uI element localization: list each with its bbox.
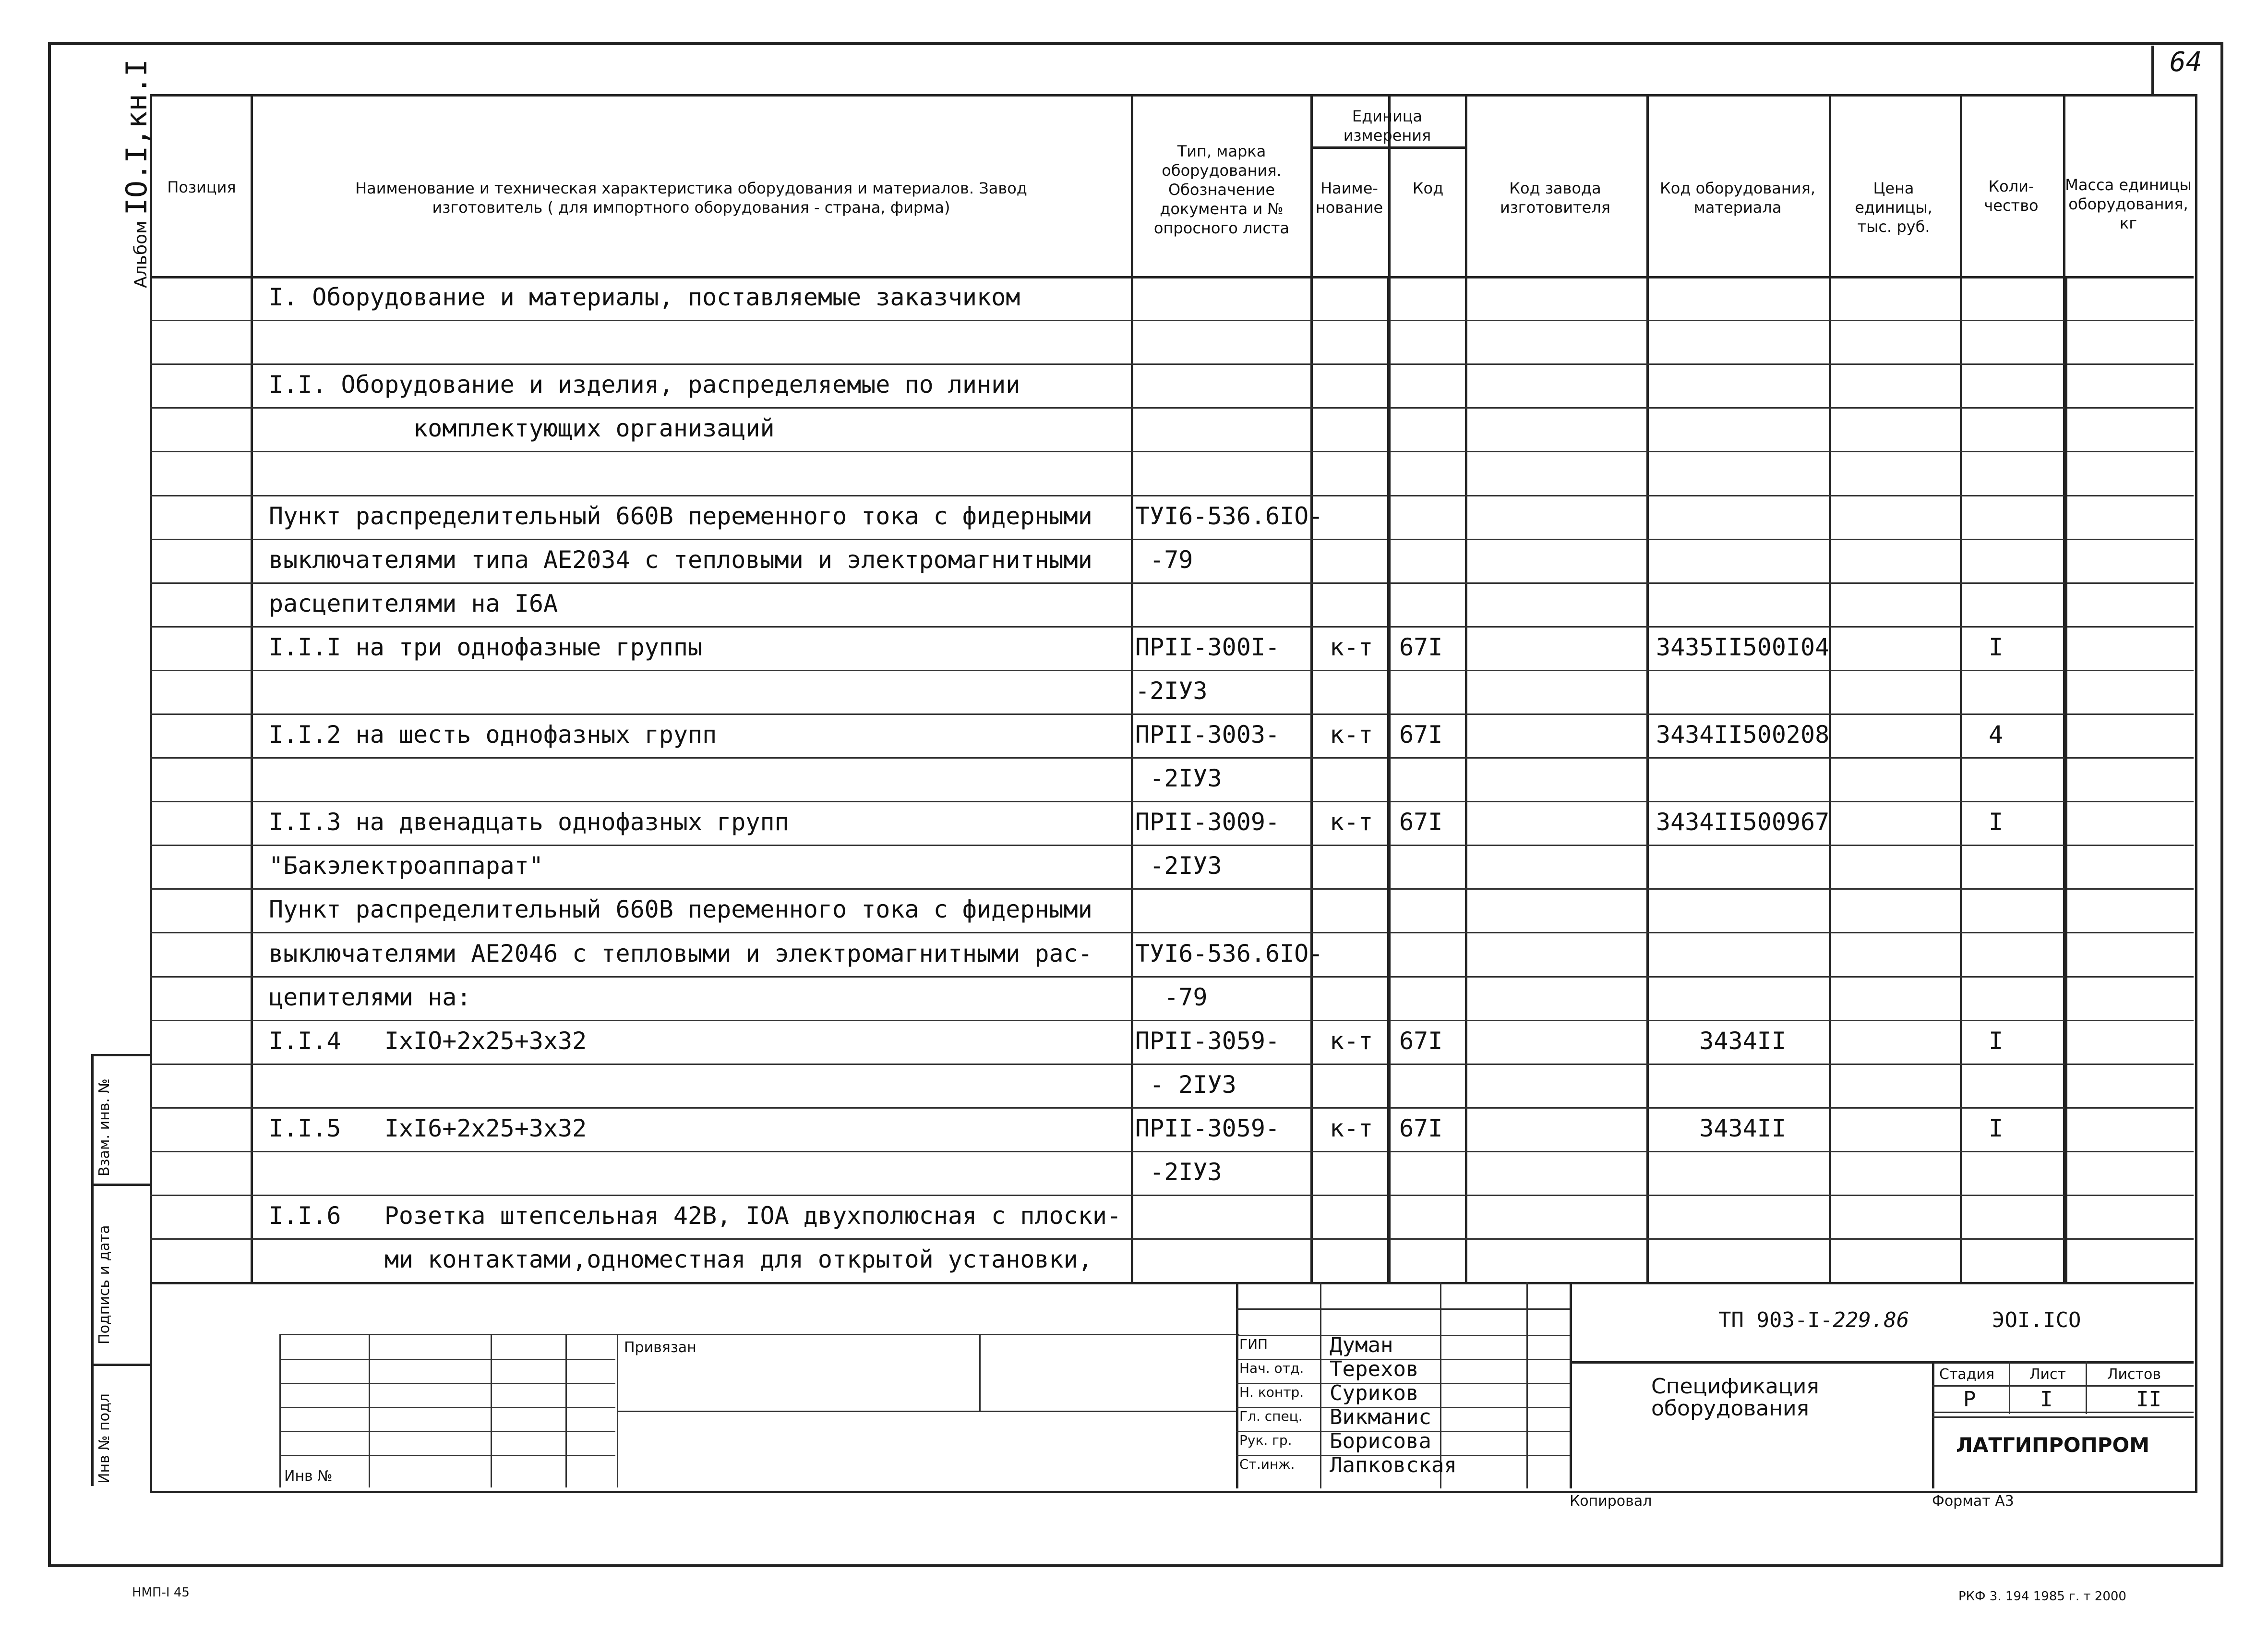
cell-name: расцепителями на I6А [269,590,558,617]
inv-no-label: Инв № [284,1468,333,1485]
cell-name: комплектующих организаций [269,414,775,442]
doc-code: ТП 903-I-229.86 [1718,1308,1909,1332]
cell-name: I. Оборудование и материалы, поставляемые заказчиком [269,283,1020,311]
cell-eqcode: 3435II500I04 [1656,633,1830,661]
cell-type: ПРII-3003- [1135,721,1280,749]
role-label: Ст.инж. [1239,1456,1295,1472]
page-number: 64 [2170,47,2202,78]
cell-eqcode: 3434II [1656,1027,1786,1055]
header-unit-name: Наиме- нование [1315,179,1383,217]
cell-unit: к-т [1330,721,1373,749]
cell-code: 67I [1399,1027,1443,1055]
role-name: Суриков [1330,1381,1419,1405]
cell-type: -2IУ3 [1135,677,1208,705]
album-label: Альбом IO.I,кн.I [120,59,154,288]
cell-name: I.I.3 на двенадцать однофазных групп [269,808,789,836]
cell-unit: к-т [1330,1114,1373,1142]
cell-unit: к-т [1330,1027,1373,1055]
cell-name: I.I.4 IxIO+2x25+3x32 [269,1027,587,1055]
cell-qty: I [1989,808,2004,836]
cell-name: I.I.5 IxI6+2x25+3x32 [269,1114,587,1142]
header-mass: Масса единицы оборудования, кг [2065,176,2192,232]
cell-type: - 2IУ3 [1135,1071,1236,1099]
sheet-code: ЭОI.ICO [1992,1308,2081,1332]
cell-name: Пункт распределительный 660В переменного тока с фидерными [269,502,1092,530]
cell-type: ПРII-3009- [1135,808,1280,836]
sheets-label: Листов [2107,1366,2161,1383]
header-unit-code: Код [1412,179,1444,197]
cell-type: -2IУ3 [1135,1158,1222,1186]
cell-name: I.I.2 на шесть однофазных групп [269,721,717,749]
cell-type: ТУI6-536.6IO- [1135,940,1323,967]
cell-type: -79 [1135,983,1208,1011]
role-label: Н. контр. [1239,1384,1304,1400]
cell-name: "Бакэлектроаппарат" [269,852,543,880]
cell-unit: к-т [1330,633,1373,661]
cell-name: ми контактами,одноместная для открытой установки, [269,1245,1092,1273]
role-name: Терехов [1330,1357,1419,1381]
organization: ЛАТГИПРОПРОМ [1956,1433,2150,1457]
cell-type: ТУI6-536.6IO- [1135,502,1323,530]
stamp-podpis: Подпись и дата [96,1225,113,1344]
cell-qty: I [1989,633,2004,661]
cell-qty: I [1989,1027,2004,1055]
role-name: Думан [1330,1333,1393,1357]
format-label: Формат А3 [1932,1493,2014,1510]
cell-name: Пункт распределительный 660В переменного тока с фидерными [269,895,1092,923]
cell-name: I.I. Оборудование и изделия, распределяемые по линии [269,371,1020,399]
cell-type: -2IУ3 [1135,852,1222,880]
role-label: Рук. гр. [1239,1432,1292,1448]
header-price: Цена единицы, тыс. руб. [1855,179,1932,236]
stamp-inv: Инв № подл [96,1393,113,1484]
cell-name: I.I.6 Розетка штепсельная 42В, IOА двухполюсная с плоски- [269,1202,1122,1230]
cell-type: -2IУ3 [1135,764,1222,792]
header-factory-code: Код завода изготовителя [1500,179,1611,217]
cell-type: ПРII-300I- [1135,633,1280,661]
sheet-label: Лист [2029,1366,2066,1383]
stamp-vzam: Взам. инв. № [96,1078,113,1176]
header-unit: Единица измерения [1343,107,1431,145]
cell-eqcode: 3434II500208 [1656,721,1830,749]
header-type: Тип, марка оборудования. Обозначение документа и № опросного листа [1153,142,1290,237]
cell-qty: 4 [1989,721,2004,749]
cell-code: 67I [1399,633,1443,661]
header-equipment-code: Код оборудования, материала [1659,179,1816,217]
role-name: Борисова [1330,1429,1431,1453]
sheets-value: II [2136,1387,2161,1412]
cell-eqcode: 3434II [1656,1114,1786,1142]
cell-type: ПРII-3059- [1135,1027,1280,1055]
role-label: Нач. отд. [1239,1360,1304,1376]
cell-type: -79 [1135,546,1193,574]
doc-title: Спецификация оборудования [1651,1374,1819,1421]
footer-right: РКФ 3. 194 1985 г. т 2000 [1958,1589,2126,1604]
cell-qty: I [1989,1114,2004,1142]
cell-code: 67I [1399,721,1443,749]
cell-code: 67I [1399,808,1443,836]
cell-name: выключателями АЕ2046 с тепловыми и электромагнитными рас- [269,940,1092,967]
sheet-value: I [2040,1387,2053,1412]
cell-unit: к-т [1330,808,1373,836]
header-name: Наименование и техническая характеристика оборудования и материалов. Завод изготовитель ( для импортного оборудования - страна, фирма) [355,179,1027,217]
role-name: Викманис [1330,1405,1431,1429]
cell-type: ПРII-3059- [1135,1114,1280,1142]
cell-name: цепителями на: [269,983,471,1011]
stage-value: Р [1963,1387,1976,1412]
role-label: Гл. спец. [1239,1408,1303,1424]
role-name: Лапковская [1330,1453,1457,1477]
header-quantity: Коли- чество [1984,177,2039,215]
stage-label: Стадия [1939,1366,1995,1383]
cell-code: 67I [1399,1114,1443,1142]
footer-left: НМП-I 45 [132,1585,190,1600]
privyazan-label: Привязан [624,1339,696,1356]
header-position: Позиция [167,178,236,196]
role-label: ГИП [1239,1336,1268,1352]
cell-eqcode: 3434II500967 [1656,808,1830,836]
cell-name: выключателями типа АЕ2034 с тепловыми и электромагнитными [269,546,1092,574]
copied-label: Копировал [1570,1493,1652,1510]
cell-name: I.I.I на три однофазные группы [269,633,703,661]
